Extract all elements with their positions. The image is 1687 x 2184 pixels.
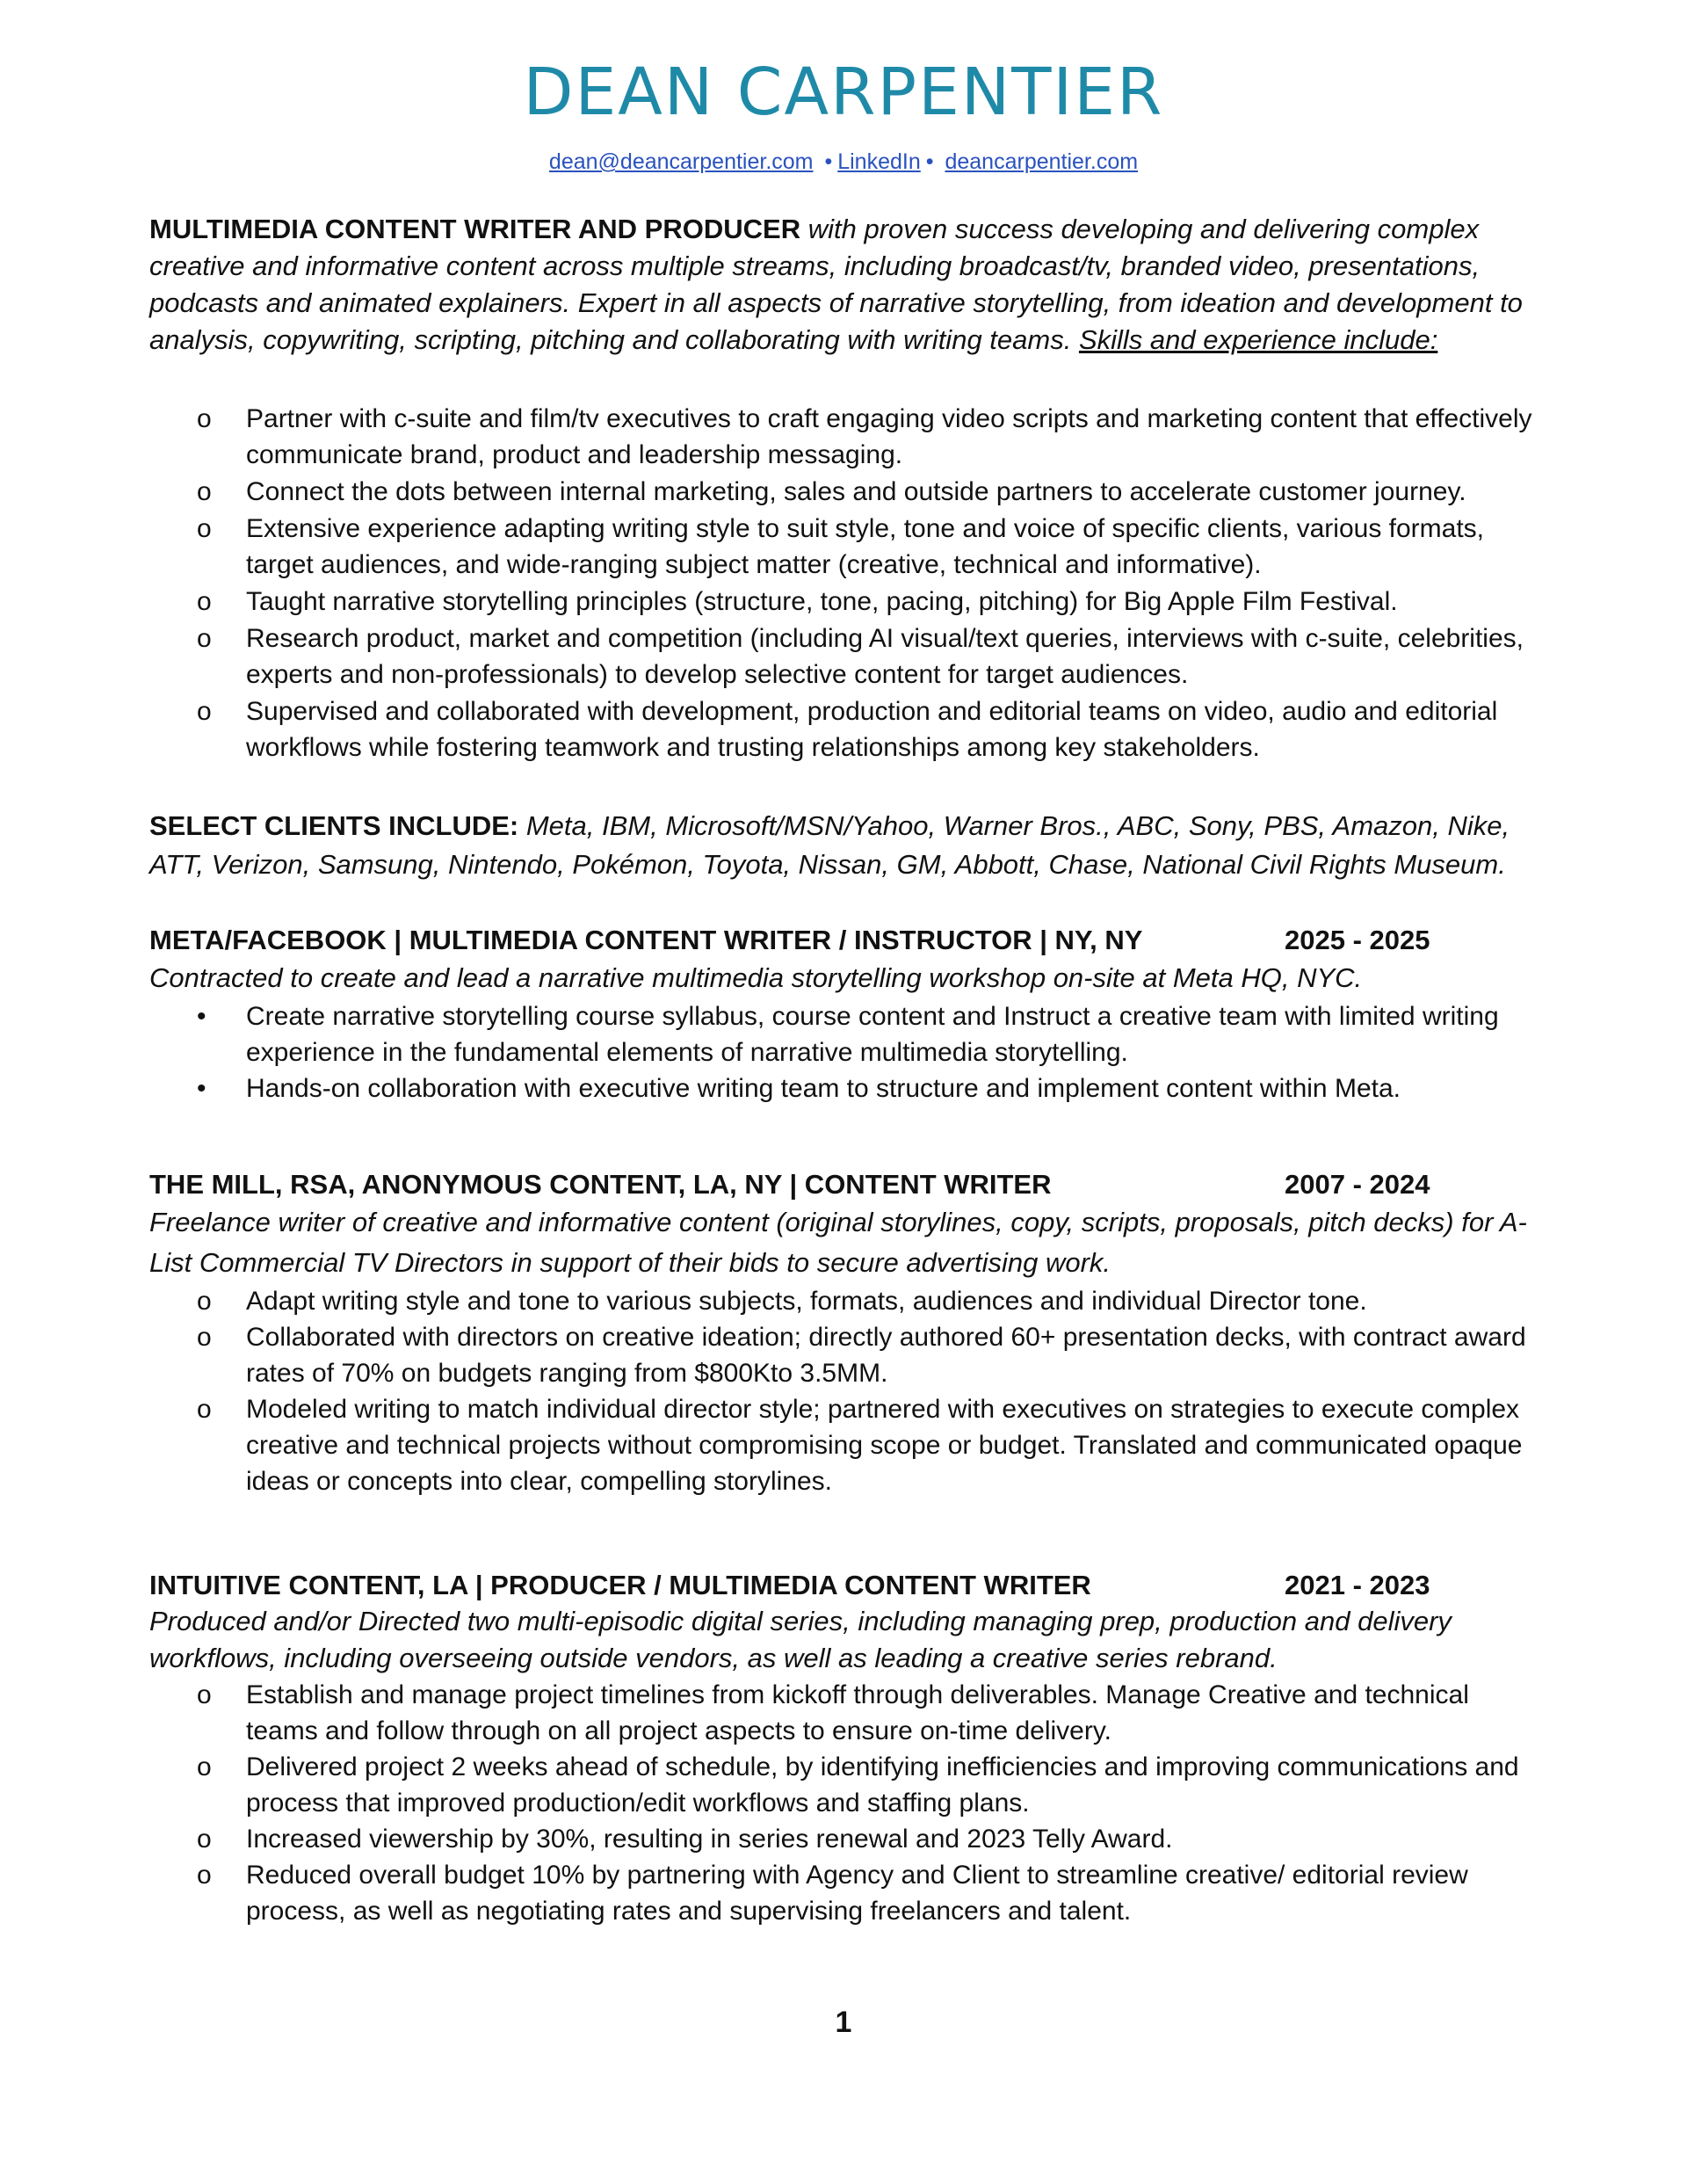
skill-text: Connect the dots between internal marketing, sales and outside partners to accelerate customer journey. — [246, 477, 1466, 506]
bullet-text: Hands-on collaboration with executive writing team to structure and implement content within Meta. — [246, 1074, 1401, 1103]
list-item — [149, 998, 1546, 1070]
bullet-marker: o — [197, 1752, 212, 1781]
skills-section — [149, 401, 1546, 766]
skill-text: Supervised and collaborated with development, production and editorial teams on video, audio and editorial workflows while fostering teamwork and trusting relationships among key stakeholders. — [246, 697, 1498, 762]
job-header — [149, 1568, 1546, 1603]
skills-list — [149, 401, 1546, 765]
skill-text: Taught narrative storytelling principles (structure, tone, pacing, pitching) for Big Apple Film Festival. — [246, 587, 1398, 616]
list-item — [149, 1749, 1546, 1821]
job-bullets — [149, 1283, 1546, 1499]
list-item — [149, 1391, 1546, 1499]
bullet-text: Delivered project 2 weeks ahead of schedule, by identifying inefficiencies and improving communications and process that improved production/edit workflows and staffing plans. — [246, 1752, 1519, 1818]
contact-separator: • — [824, 149, 833, 174]
list-item — [149, 1677, 1546, 1749]
bullet-marker: o — [197, 1287, 212, 1316]
job-description: Produced and/or Directed two multi-episodic digital series, including managing prep, production and delivery workflows, including overseeing outside vendors, as well as leading a creative series rebrand. — [149, 1606, 1452, 1673]
job-the-mill — [149, 1167, 1546, 1499]
job-title: INTUITIVE CONTENT, LA | PRODUCER / MULTIMEDIA CONTENT WRITER — [149, 1570, 1091, 1600]
bullet-marker: o — [197, 1861, 212, 1890]
bullet-marker: o — [197, 697, 212, 726]
summary-title: MULTIMEDIA CONTENT WRITER AND PRODUCER — [149, 214, 801, 244]
bullet-text: Collaborated with directors on creative ideation; directly authored 60+ presentation decks, with contract award rates of 70% on budgets ranging from $800Kto 3.5MM. — [246, 1323, 1526, 1388]
bullet-text: Reduced overall budget 10% by partnering with Agency and Client to streamline creative/ editorial review process, as well as negotiating rates and supervising freelancers and talent. — [246, 1861, 1468, 1926]
bullet-marker: o — [197, 514, 212, 543]
bullet-marker: o — [197, 624, 212, 653]
job-bullets — [149, 998, 1546, 1107]
bullet-marker: o — [197, 1395, 212, 1424]
list-item — [149, 1319, 1546, 1391]
skill-text: Partner with c-suite and film/tv executives to craft engaging video scripts and marketing content that effectively communicate brand, product and leadership messaging. — [246, 404, 1532, 469]
job-description: Contracted to create and lead a narrative multimedia storytelling workshop on-site at Meta HQ, NYC. — [149, 962, 1363, 993]
bullet-marker: • — [197, 1074, 206, 1103]
clients-label: SELECT CLIENTS INCLUDE: — [149, 810, 519, 841]
bullet-marker: • — [197, 1002, 206, 1031]
list-item — [149, 1283, 1546, 1319]
bullet-text: Establish and manage project timelines from kickoff through deliverables. Manage Creative and technical teams and follow through on all project aspects to ensure on-time delivery. — [246, 1680, 1469, 1745]
page-number: 1 — [835, 2006, 852, 2039]
bullet-text: Adapt writing style and tone to various subjects, formats, audiences and individual Director tone. — [246, 1287, 1367, 1316]
job-dates: 2007 - 2024 — [1285, 1169, 1430, 1200]
bullet-marker: o — [197, 1825, 212, 1854]
job-dates: 2021 - 2023 — [1285, 1570, 1430, 1600]
skill-text: Extensive experience adapting writing style to suit style, tone and voice of specific clients, various formats, target audiences, and wide-ranging subject matter (creative, technical and informative). — [246, 514, 1485, 579]
list-item — [149, 620, 1546, 693]
clients-text: Meta, IBM, Microsoft/MSN/Yahoo, Warner Bros., ABC, Sony, PBS, Amazon, Nike, ATT, Verizon, Samsung, Nintendo, Pokémon, Toyota, Nissan, GM, Abbott, Chase, National Civil Rights Museum. — [149, 810, 1510, 880]
job-header — [149, 923, 1546, 958]
bullet-marker: o — [197, 477, 212, 506]
job-title: THE MILL, RSA, ANONYMOUS CONTENT, LA, NY | CONTENT WRITER — [149, 1169, 1052, 1200]
summary-text: with proven success developing and delivering complex creative and informative content across multiple streams, including broadcast/tv, branded video, presentations, podcasts and animated explainers. Expert in all aspects of narrative storytelling, from ideation and development to analysis, copywriting, scripting, pitching and collaborating with writing teams. — [149, 214, 1523, 355]
job-intuitive-content — [149, 1568, 1546, 1929]
clients-section — [149, 807, 1546, 884]
skills-label: Skills and experience include: — [1078, 324, 1438, 355]
bullet-marker: o — [197, 587, 212, 616]
job-header — [149, 1167, 1546, 1202]
website-link[interactable]: deancarpentier.com — [945, 149, 1139, 174]
list-item — [149, 1821, 1546, 1857]
list-item — [149, 401, 1546, 473]
candidate-name: DEAN CARPENTIER — [523, 54, 1164, 130]
email-link[interactable]: dean@deancarpentier.com — [548, 149, 814, 174]
job-description: Freelance writer of creative and informative content (original storylines, copy, scripts, proposals, pitch decks) for A-List Commercial TV Directors in support of their bids to secure advertising work. — [149, 1207, 1527, 1278]
job-dates: 2025 - 2025 — [1285, 925, 1430, 955]
bullet-text: Create narrative storytelling course syllabus, course content and Instruct a creative team with limited writing experience in the fundamental elements of narrative multimedia storytelling. — [246, 1002, 1499, 1067]
list-item — [149, 511, 1546, 583]
bullet-text: Modeled writing to match individual director style; partnered with executives on strategies to execute complex creative and technical projects without compromising scope or budget. Translated and communicated opaque ideas or concepts into clear, compelling storylines. — [246, 1395, 1523, 1496]
list-item — [149, 474, 1546, 510]
skill-text: Research product, market and competition (including AI visual/text queries, interviews with c-suite, celebrities, experts and non-professionals) to develop selective content for target audiences. — [246, 624, 1524, 689]
list-item — [149, 1857, 1546, 1929]
contact-separator: • — [925, 149, 934, 174]
contact-line — [0, 148, 1687, 176]
bullet-text: Increased viewership by 30%, resulting in series renewal and 2023 Telly Award. — [246, 1825, 1173, 1854]
list-item — [149, 1070, 1546, 1107]
summary-paragraph — [149, 211, 1546, 359]
bullet-marker: o — [197, 1680, 212, 1709]
list-item — [149, 584, 1546, 620]
list-item — [149, 693, 1546, 765]
linkedin-link[interactable]: LinkedIn — [837, 149, 921, 174]
bullet-marker: o — [197, 1323, 212, 1352]
job-title: META/FACEBOOK | MULTIMEDIA CONTENT WRITER / INSTRUCTOR | NY, NY — [149, 925, 1143, 955]
clients-paragraph — [149, 807, 1546, 884]
bullet-marker: o — [197, 404, 212, 433]
job-meta — [149, 923, 1546, 1107]
summary-section — [149, 211, 1546, 359]
job-bullets — [149, 1677, 1546, 1929]
